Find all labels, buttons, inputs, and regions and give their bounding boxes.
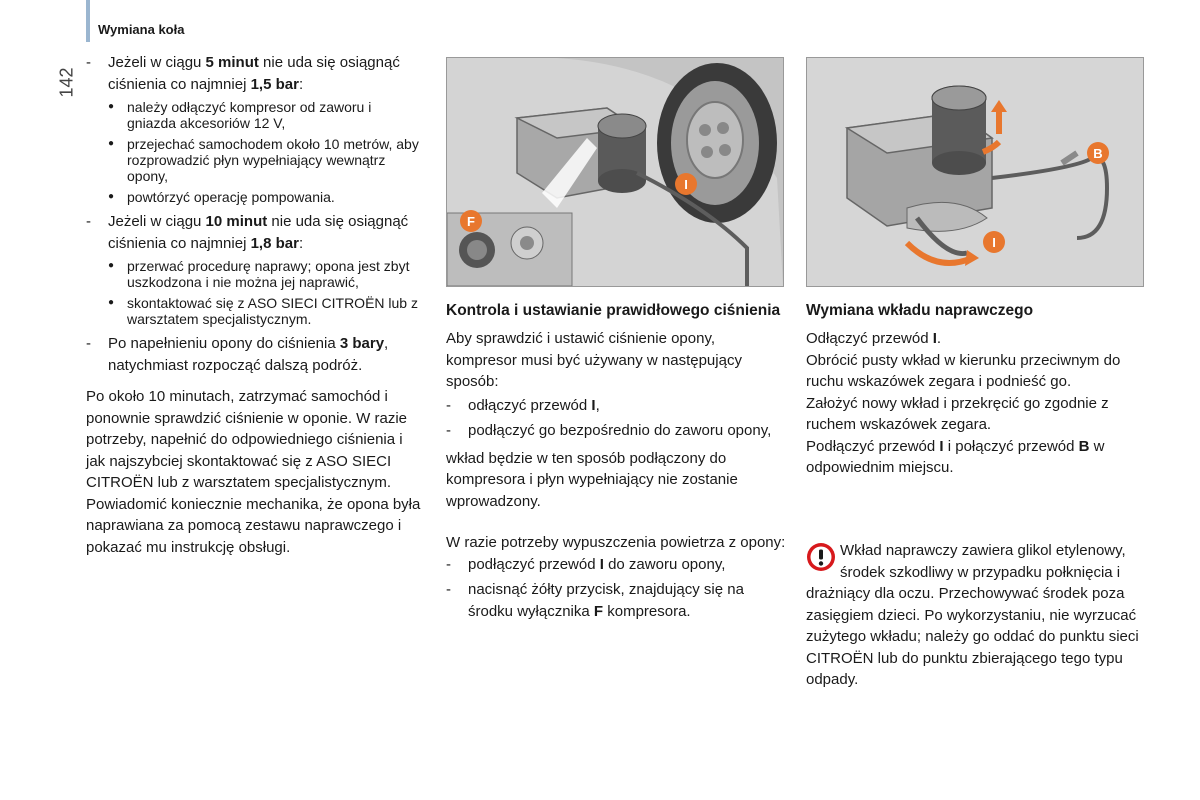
bullet-list [108, 99, 422, 205]
list-item: - Jeżeli w ciągu 5 minut nie uda się osiągnąć ciśnienia co najmniej 1,5 bar: [86, 52, 422, 95]
left-column [86, 52, 422, 558]
section-heading: Wymiana wkładu naprawczego [806, 302, 1034, 319]
cartridge-icon [932, 86, 986, 175]
list-item: - podłączyć przewód I do zaworu opony, [446, 554, 786, 576]
paragraph: Aby sprawdzić i ustawić ciśnienie opony, kompresor musi być używany w następujący sposób: [446, 330, 742, 390]
section-accent-bar [86, 0, 90, 42]
cartridge-figure [806, 57, 1144, 287]
middle-column [446, 302, 786, 622]
bullet-item: ● przejechać samochodem około 10 metrów, aby rozprowadzić płyn wypełniający wewnątrz opony, [108, 136, 422, 184]
list-item: - Jeżeli w ciągu 10 minut nie uda się osiągnąć ciśnienia co najmniej 1,8 bar: [86, 211, 422, 254]
compressor-figure [446, 57, 784, 287]
section-title: Wymiana koła [98, 22, 185, 37]
label-b-badge [1087, 142, 1109, 164]
list-item: - odłączyć przewód I, [446, 395, 786, 417]
paragraph: W razie potrzeby wypuszczenia powietrza z opony: [446, 534, 786, 551]
paragraph: wkład będzie w ten sposób podłączony do kompresora i płyn wypełniający nie zostanie wprowadzony. [446, 449, 738, 510]
bullet-item: ● powtórzyć operację pompowania. [108, 189, 422, 205]
warning-text: Wkład naprawczy zawiera glikol etylenowy, środek szkodliwy w przypadku połknięcia i drażniący dla oczu. Przechowywać środek poza zasięgiem dzieci. Po wykorzystaniu, nie wyrzucać zużytego wkładu; należy go oddać do punktu sieci CITROËN lub do punktu zbierającego tego typu odpady. [806, 542, 1139, 688]
section-heading: Kontrola i ustawianie prawidłowego ciśnienia [446, 302, 781, 319]
label-i-badge [983, 231, 1005, 253]
list-item: - podłączyć go bezpośrednio do zaworu opony, [446, 420, 786, 442]
bullet-item: ● należy odłączyć kompresor od zaworu i gniazda akcesoriów 12 V, [108, 99, 422, 131]
compressor-illustration [447, 58, 783, 286]
list-item: - Po napełnieniu opony do ciśnienia 3 bary, natychmiast rozpocząć dalszą podróż. [86, 333, 422, 376]
label-i-text: I [992, 235, 996, 250]
bullet-list [108, 258, 422, 327]
bullet-item: ● skontaktować się z ASO SIECI CITROËN lub z warsztatem specjalistycznym. [108, 295, 422, 327]
wheel-icon [657, 63, 777, 223]
label-i-badge [675, 173, 697, 195]
paragraph: Założyć nowy wkład i przekręcić go zgodnie z ruchem wskazówek zegara. [806, 394, 1109, 433]
label-i-text: I [684, 177, 688, 192]
cartridge-illustration [807, 58, 1143, 286]
right-column [806, 302, 1142, 479]
bullet-item: ● przerwać procedurę naprawy; opona jest zbyt uszkodzona i nie można jej naprawić, [108, 258, 422, 290]
label-f-text: F [467, 214, 475, 229]
label-b-text: B [1093, 146, 1103, 161]
label-f-badge [460, 210, 482, 232]
paragraph: Podłączyć przewód I i połączyć przewód B w odpowiednim miejscu. [806, 437, 1105, 476]
paragraph: Po około 10 minutach, zatrzymać samochód i ponownie sprawdzić ciśnienie w oponie. W razie potrzeby, napełnić do odpowiedniego ciśnienia i jak najszybciej skontaktować się z ASO SIECI CITROËN lub z warsztatem specjalistycznym. Powiadomić koniecznie mechanika, że opona była naprawiana za pomocą zestawu naprawczego i pokazać mu instrukcję obsługi. [86, 388, 421, 556]
paragraph: Odłączyć przewód I. [806, 330, 942, 347]
paragraph: Obrócić pusty wkład w kierunku przeciwnym do ruchu wskazówek zegara i podnieść go. [806, 351, 1121, 390]
page-number: 142 [56, 67, 77, 98]
list-item: - nacisnąć żółty przycisk, znajdujący się na środku wyłącznika F kompresora. [446, 579, 786, 622]
